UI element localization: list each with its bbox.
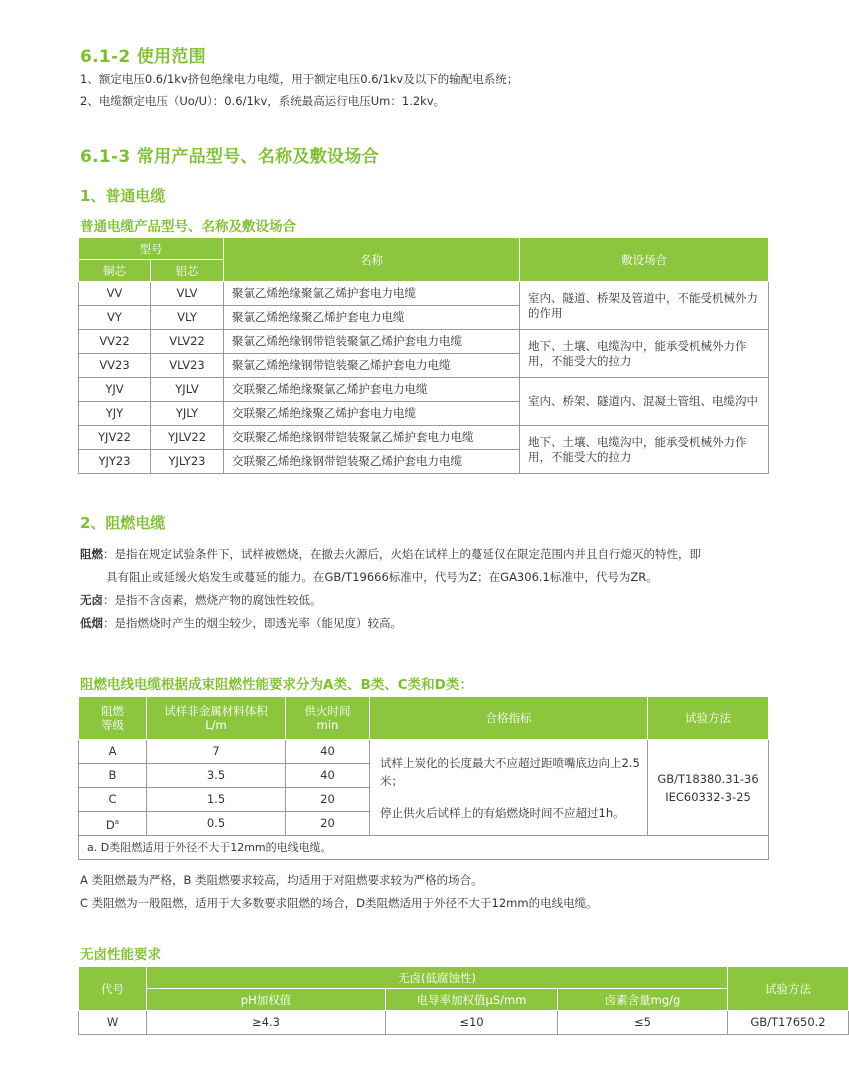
cell-place: 室内、桥架、隧道内、混凝土管组、电缆沟中 xyxy=(520,378,769,426)
cell-al: YJLV22 xyxy=(151,426,224,450)
flame-grade-table xyxy=(78,696,769,860)
header-criteria: 合格指标 xyxy=(370,697,648,740)
cell-al: VLV22 xyxy=(151,330,224,354)
cell-criteria xyxy=(370,740,648,836)
grade-superscript: a xyxy=(114,817,120,826)
header-time-line2: min xyxy=(316,718,339,732)
table-row xyxy=(79,282,769,306)
table-row xyxy=(79,1011,849,1035)
cell-grade: B xyxy=(79,764,147,788)
cell-cu: VV22 xyxy=(79,330,151,354)
section-title-models: 6.1-3 常用产品型号、名称及敷设场合 xyxy=(80,147,379,167)
cell-al: VLV xyxy=(151,282,224,306)
cell-method xyxy=(648,740,769,836)
cell-place: 地下、土壤、电缆沟中，能承受机械外力作用，不能受大的拉力 xyxy=(520,330,769,378)
table-row xyxy=(79,426,769,450)
cell-cu: YJV22 xyxy=(79,426,151,450)
grade-para-2: C 类阻燃为一般阻燃，适用于大多数要求阻燃的场合，D类阻燃适用于外径不大于12mm的电线电缆。 xyxy=(80,896,598,910)
header-volume-line1: 试样非金属材料体积 xyxy=(164,704,268,718)
cell-time: 40 xyxy=(286,764,370,788)
cell-al: VLY xyxy=(151,306,224,330)
def-low-smoke xyxy=(80,613,402,633)
def-flame xyxy=(80,544,772,564)
cell-place: 室内、隧道、桥架及管道中，不能受机械外力的作用 xyxy=(520,282,769,330)
header-halogen-content: 卤素含量mg/g xyxy=(558,989,728,1011)
def-text: ：是指在规定试验条件下，试样被燃烧，在撤去火源后，火焰在试样上的蔓延仅在限定范围内并且自行熄灭的特性，即 xyxy=(103,547,701,561)
method-line-1: GB/T18380.31-36 xyxy=(657,771,759,786)
cell-name: 交联聚乙烯绝缘钢带铠装聚氯乙烯护套电力电缆 xyxy=(224,426,520,450)
cell-al: VLV23 xyxy=(151,354,224,378)
def-text: ：是指不含卤素，燃烧产物的腐蚀性较低。 xyxy=(103,593,322,607)
def-flame-cont: 具有阻止或延缓火焰发生或蔓延的能力。在GB/T19666标准中，代号为Z；在GA306.1标准中，代号为ZR。 xyxy=(106,570,658,584)
def-halogen-free xyxy=(80,590,322,610)
def-text: ：是指燃烧时产生的烟尘较少，即透光率（能见度）较高。 xyxy=(103,616,402,630)
cell-ph: ≥4.3 xyxy=(147,1011,386,1035)
cell-grade: A xyxy=(79,740,147,764)
def-term: 无卤 xyxy=(80,593,103,607)
header-test-method: 试验方法 xyxy=(728,967,849,1011)
table-row xyxy=(79,330,769,354)
flame-cable-heading: 2、阻燃电缆 xyxy=(80,514,166,532)
cell-name: 聚氯乙烯绝缘钢带铠装聚氯乙烯护套电力电缆 xyxy=(224,330,520,354)
header-grade xyxy=(79,697,147,740)
cell-al: YJLY23 xyxy=(151,450,224,474)
cell-name: 交联聚乙烯绝缘聚乙烯护套电力电缆 xyxy=(224,402,520,426)
cell-test-method: GB/T17650.2 xyxy=(728,1011,849,1035)
header-grade-line2: 等级 xyxy=(101,718,124,732)
method-line-2: IEC60332-3-25 xyxy=(665,789,751,804)
header-time-line1: 供火时间 xyxy=(304,704,351,718)
header-volume-line2: L/m xyxy=(205,718,227,732)
header-name: 名称 xyxy=(224,238,520,282)
header-method: 试验方法 xyxy=(648,697,769,740)
cell-cu: VV xyxy=(79,282,151,306)
criteria-line-1: 试样上炭化的长度最大不应超过距喷嘴底边向上2.5米； xyxy=(380,755,640,788)
cell-grade xyxy=(79,812,147,836)
cell-name: 聚氯乙烯绝缘钢带铠装聚乙烯护套电力电缆 xyxy=(224,354,520,378)
criteria-line-2: 停止供火后试样上的有焰燃烧时间不应超过1h。 xyxy=(380,805,625,820)
table-row xyxy=(79,378,769,402)
cell-time: 40 xyxy=(286,740,370,764)
cell-al: YJLV xyxy=(151,378,224,402)
halogen-table-title: 无卤性能要求 xyxy=(80,947,161,963)
header-model: 型号 xyxy=(79,238,224,260)
header-place: 敷设场合 xyxy=(520,238,769,282)
header-ph: pH加权值 xyxy=(147,989,386,1011)
header-time xyxy=(286,697,370,740)
cell-volume: 1.5 xyxy=(147,788,286,812)
cell-name: 聚氯乙烯绝缘聚氯乙烯护套电力电缆 xyxy=(224,282,520,306)
cell-time: 20 xyxy=(286,812,370,836)
cell-halogen-content: ≤5 xyxy=(558,1011,728,1035)
cell-volume: 0.5 xyxy=(147,812,286,836)
cell-place: 地下、土壤、电缆沟中，能承受机械外力作用，不能受大的拉力 xyxy=(520,426,769,474)
grade-para-1: A 类阻燃最为严格，B 类阻燃要求较高，均适用于对阻燃要求较为严格的场合。 xyxy=(80,873,483,887)
header-aluminum: 铝芯 xyxy=(151,260,224,282)
header-halogen-group: 无卤(低腐蚀性) xyxy=(147,967,728,989)
def-term: 低烟 xyxy=(80,616,103,630)
normal-table-title: 普通电缆产品型号、名称及敷设场合 xyxy=(80,219,296,235)
halogen-table xyxy=(78,966,849,1035)
table-row xyxy=(79,740,769,764)
cell-conductivity: ≤10 xyxy=(386,1011,558,1035)
cell-volume: 3.5 xyxy=(147,764,286,788)
usage-item-1: 1、额定电压0.6/1kv挤包绝缘电力电缆，用于额定电压0.6/1kv及以下的输配电系统； xyxy=(80,72,519,86)
normal-cable-heading: 1、普通电缆 xyxy=(80,187,166,205)
cell-code: W xyxy=(79,1011,147,1035)
cell-cu: YJY23 xyxy=(79,450,151,474)
cell-name: 聚氯乙烯绝缘聚乙烯护套电力电缆 xyxy=(224,306,520,330)
def-term: 阻燃 xyxy=(80,547,103,561)
cell-cu: VY xyxy=(79,306,151,330)
cell-cu: YJY xyxy=(79,402,151,426)
cell-cu: VV23 xyxy=(79,354,151,378)
cell-al: YJLY xyxy=(151,402,224,426)
cell-volume: 7 xyxy=(147,740,286,764)
cell-grade: C xyxy=(79,788,147,812)
cell-cu: YJV xyxy=(79,378,151,402)
header-volume xyxy=(147,697,286,740)
section-title-usage: 6.1-2 使用范围 xyxy=(80,47,206,67)
flame-table-title: 阻燃电线电缆根据成束阻燃性能要求分为A类、B类、C类和D类： xyxy=(80,677,473,693)
header-conductivity: 电导率加权值μS/mm xyxy=(386,989,558,1011)
normal-cable-table xyxy=(78,237,769,474)
header-code: 代号 xyxy=(79,967,147,1011)
header-grade-line1: 阻燃 xyxy=(101,704,124,718)
cell-name: 交联聚乙烯绝缘聚氯乙烯护套电力电缆 xyxy=(224,378,520,402)
cell-time: 20 xyxy=(286,788,370,812)
cell-name: 交联聚乙烯绝缘钢带铠装聚乙烯护套电力电缆 xyxy=(224,450,520,474)
header-copper: 铜芯 xyxy=(79,260,151,282)
grade-letter: D xyxy=(105,817,115,832)
usage-item-2: 2、电缆额定电压（Uo/U）：0.6/1kv，系统最高运行电压Um：1.2kv。 xyxy=(80,94,446,108)
table-footnote: a. D类阻燃适用于外径不大于12mm的电线电缆。 xyxy=(79,836,769,860)
